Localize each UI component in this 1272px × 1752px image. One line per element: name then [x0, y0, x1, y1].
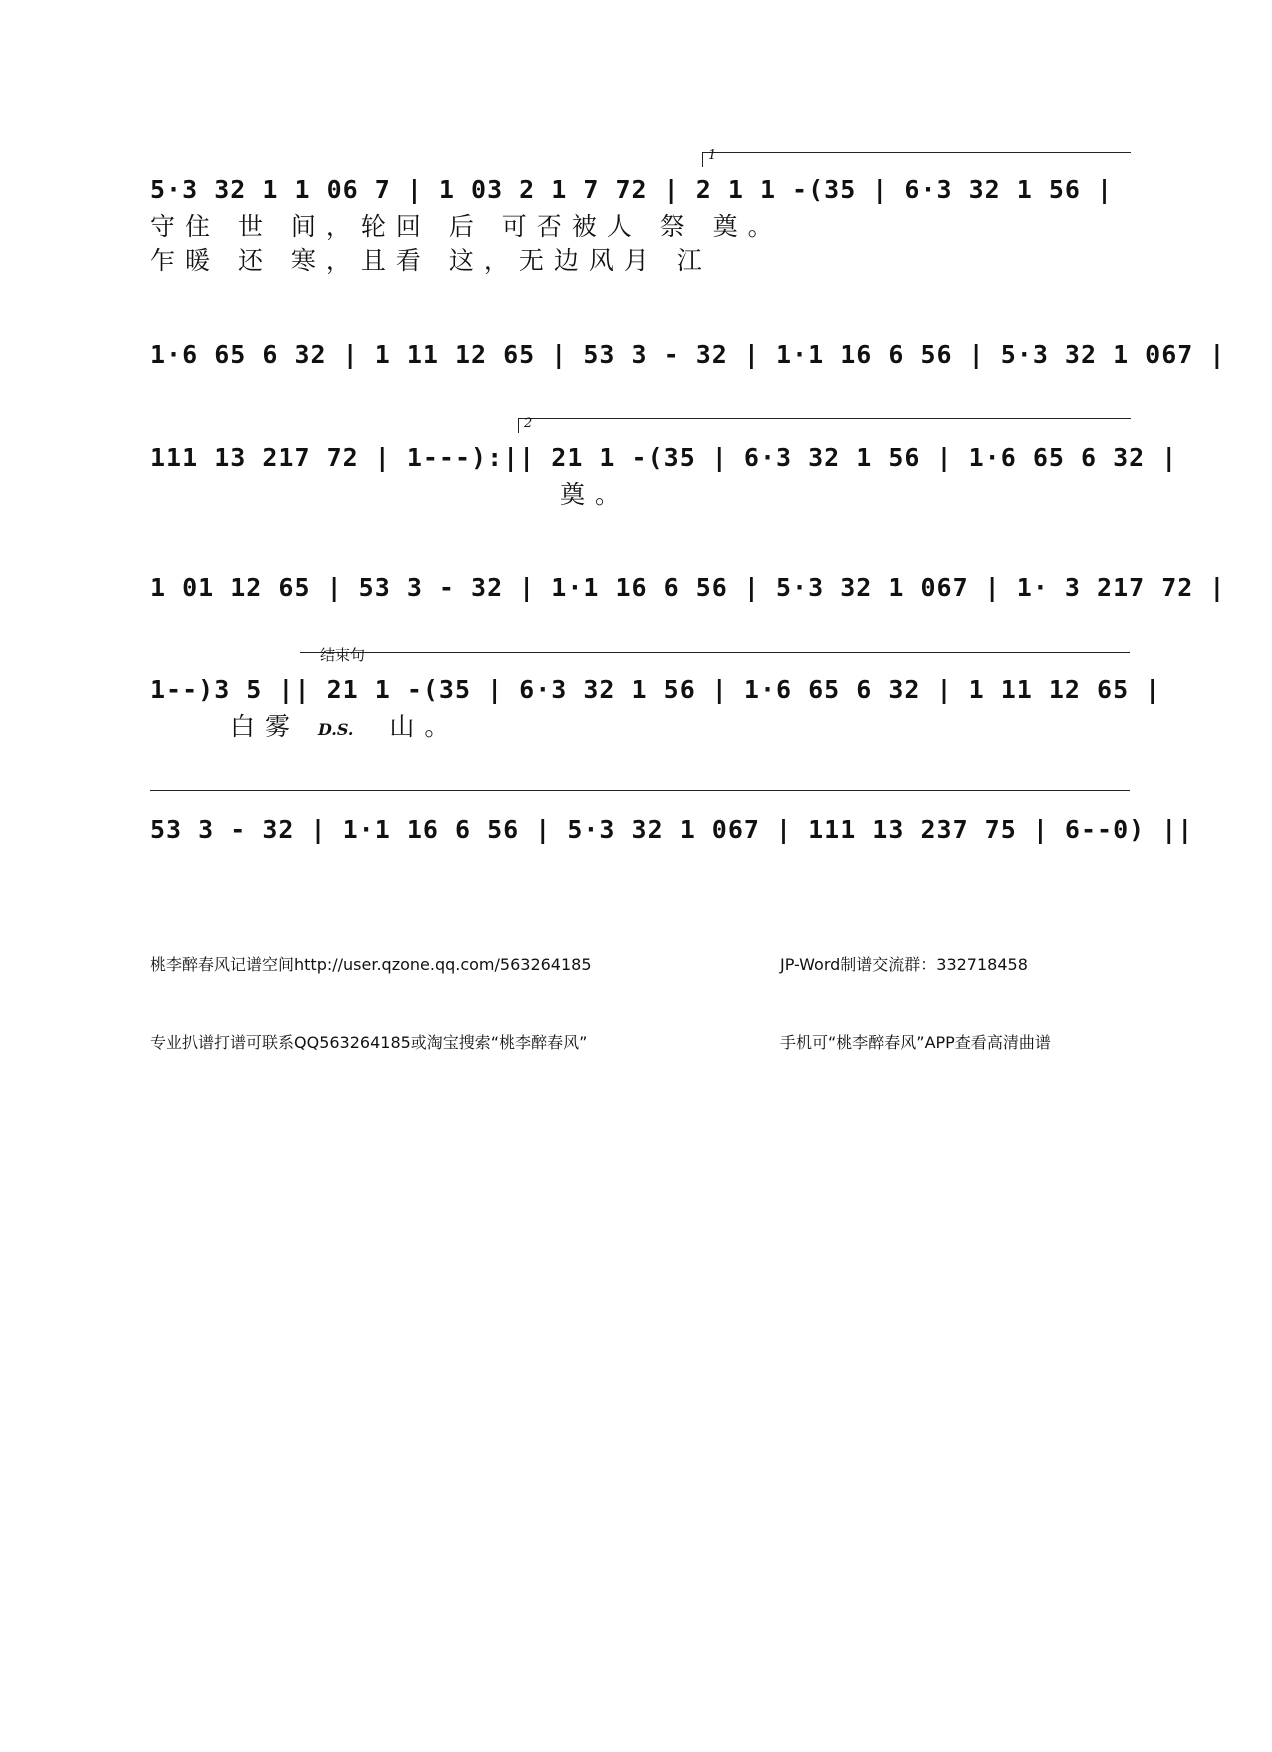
first-ending-number: 1 — [708, 148, 717, 163]
footer-right-line-1: JP-Word制谱交流群：332718458 — [780, 955, 1028, 974]
lyric-segment-1: 白雾 — [230, 712, 301, 741]
lyric-line-1 — [150, 710, 1130, 747]
notation-line: 1 01 12 65 | 53 3 - 32 | 1·1 16 6 56 | 5·3 32 1 067 | 1· 3 217 72 | — [150, 573, 1226, 602]
lyric-segment-2: 山。 — [389, 712, 460, 741]
footer-left — [150, 900, 592, 1108]
footer-right — [780, 900, 1051, 1108]
notation-line: 53 3 - 32 | 1·1 16 6 56 | 5·3 32 1 067 | 111 13 237 75 | 6--0) || — [150, 815, 1194, 844]
footer-right-line-2: 手机可“桃李醉春风”APP查看高清曲谱 — [780, 1033, 1051, 1052]
lyric-line-2: 乍暖 还 寒，且看 这，无边风月 江 — [150, 246, 712, 275]
coda-bracket — [300, 652, 1130, 667]
first-ending-bracket — [702, 152, 1131, 167]
final-bracket — [150, 790, 1130, 805]
footer-left-line-2: 专业扒谱打谱可联系QQ563264185或淘宝搜索“桃李醉春风” — [150, 1033, 588, 1052]
system-3 — [150, 416, 1178, 512]
second-ending-number: 2 — [524, 416, 533, 431]
ds-marking: D.S. — [317, 720, 354, 739]
footer-left-line-1: 桃李醉春风记谱空间http://user.qzone.qq.com/563264185 — [150, 955, 592, 974]
coda-label: 结束句 — [320, 646, 366, 664]
system-4 — [150, 568, 1226, 608]
lyric-line-1: 守住 世 间，轮回 后 可否被人 祭 奠。 — [150, 212, 783, 241]
second-ending-bracket — [518, 418, 1131, 433]
notation-line: 5·3 32 1 1 06 7 | 1 03 2 1 7 72 | 2 1 1 -(35 | 6·3 32 1 56 | — [150, 175, 1114, 204]
notation-line: 1--)3 5 || 21 1 -(35 | 6·3 32 1 56 | 1·6 65 6 32 | 1 11 12 65 | — [150, 675, 1162, 704]
notation-line: 1·6 65 6 32 | 1 11 12 65 | 53 3 - 32 | 1·1 16 6 56 | 5·3 32 1 067 | — [150, 340, 1226, 369]
system-2 — [150, 335, 1226, 375]
system-1 — [150, 148, 1130, 278]
notation-line: 111 13 217 72 | 1---):|| 21 1 -(35 | 6·3 32 1 56 | 1·6 65 6 32 | — [150, 443, 1178, 472]
system-6 — [150, 810, 1194, 850]
lyric-line-1: 奠。 — [560, 480, 631, 509]
system-5 — [150, 646, 1162, 747]
